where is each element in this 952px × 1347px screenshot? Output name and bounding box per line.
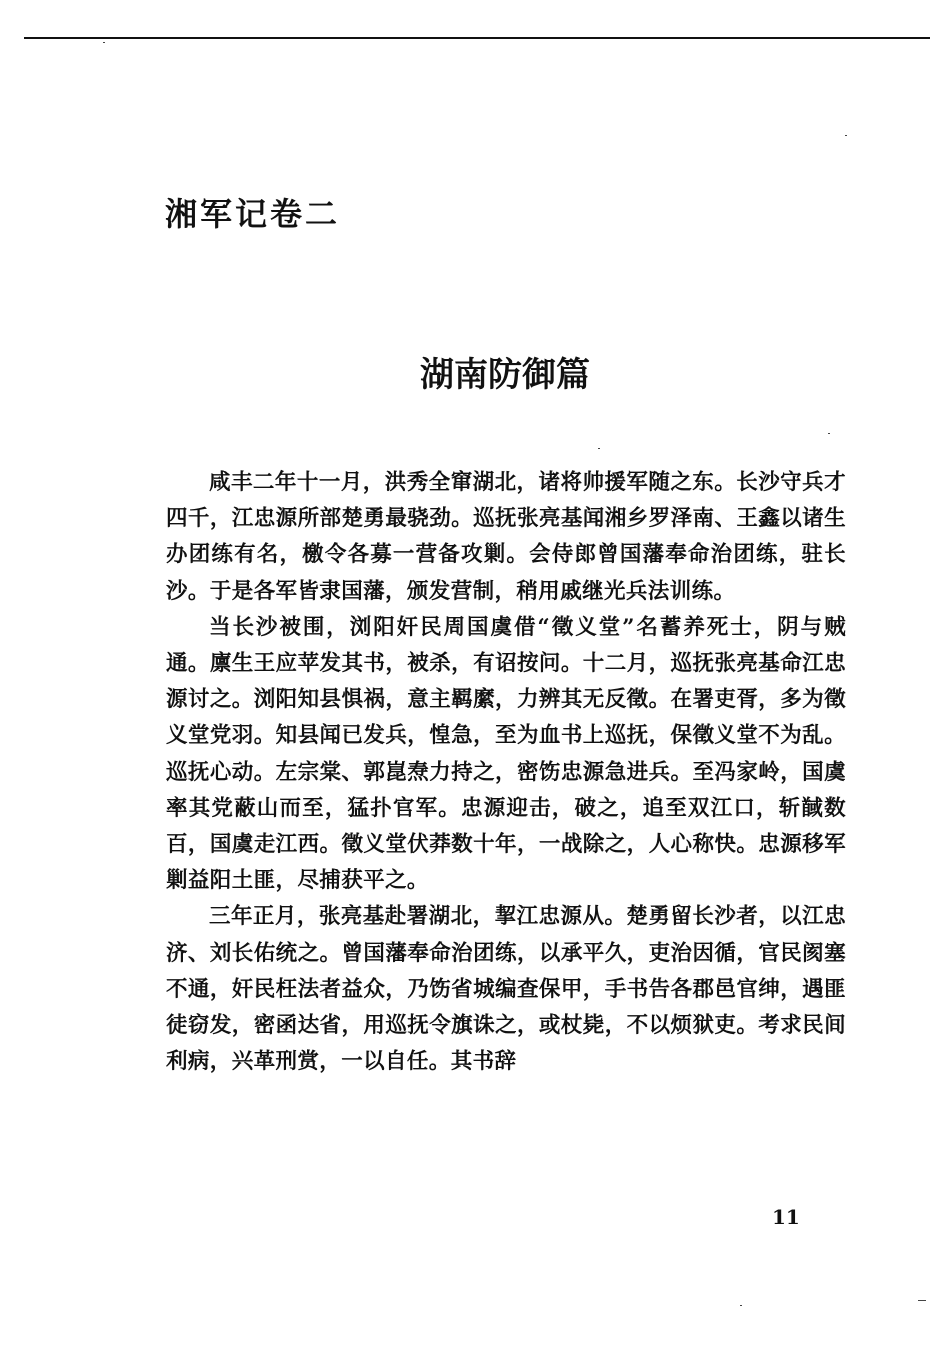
header-rule — [24, 37, 930, 39]
page-number: 11 — [772, 1205, 800, 1229]
scan-speck — [828, 433, 830, 434]
paragraph: 咸丰二年十一月，洪秀全窜湖北，诸将帅援军随之东。长沙守兵才四千，江忠源所部楚勇最骁劲。巡抚张亮基闻湘乡罗泽南、王鑫以诸生办团练有名，檄令各募一营备攻剿。会侍郎曾国藩奉命治团练，驻长沙。于是各军皆隶国藩，颁发营制，稍用戚继光兵法训练。 — [166, 470, 846, 604]
scan-speck — [598, 448, 600, 449]
chapter-title: 湖南防御篇 — [420, 355, 590, 395]
paragraph: 当长沙被围，浏阳奸民周国虞借“徵义堂”名蓄养死士，阴与贼通。廪生王应苹发其书，被杀，有诏按问。十二月，巡抚张亮基命江忠源讨之。浏阳知县惧祸，意主羁縻，力辨其无反徵。在署吏胥，多为徵义堂党羽。知县闻已发兵，惶急，至为血书上巡抚，保徵义堂不为乱。巡抚心动。左宗棠、郭崑焘力持之，密饬忠源急进兵。至冯家岭，国虞率其党蔽山而至，猛扑官军。忠源迎击，破之，追至双江口，斩馘数百，国虞走江西。徵义堂伏莽数十年，一战除之，人心称快。忠源移军剿益阳土匪，尽捕获平之。 — [166, 614, 846, 894]
scan-speck — [845, 135, 847, 136]
body-text — [166, 465, 846, 1080]
scan-speck — [103, 42, 105, 43]
paragraph: 三年正月，张亮基赴署湖北，挈江忠源从。楚勇留长沙者，以江忠济、刘长佑统之。曾国藩奉命治团练，以承平久，吏治因循，官民阂塞不通，奸民枉法者益众，乃饬省城编查保甲，手书告各郡邑官绅，遇匪徒窃发，密函达省，用巡抚令旗诛之，或杖毙，不以烦狱吏。考求民间利病，兴革刑赏，一以自任。其书辞 — [166, 904, 846, 1075]
scan-speck — [740, 1305, 742, 1306]
scan-speck — [918, 1300, 926, 1301]
volume-title: 湘军记卷二 — [165, 195, 341, 233]
